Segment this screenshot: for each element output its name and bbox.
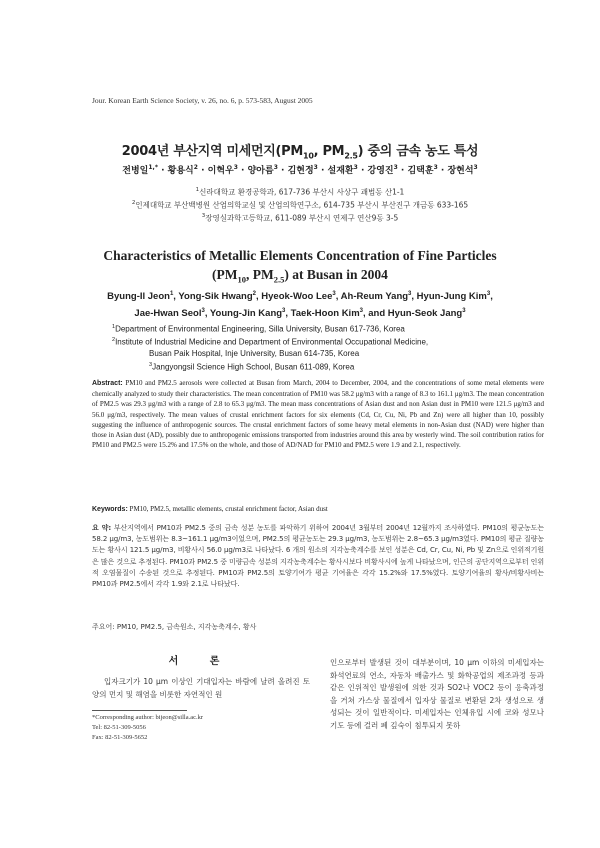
- english-authors: Byung-Il Jeon$^1$, Yong-Sik Hwang$^2$, Hyeok-Woo Lee$^3$, Ah-Reum Yang$^3$, Hyun-Jung Kim$^3$, Jae-Hwan Seol$^3$, Young-Jin Kang$^3$, Taek-Hoon Kim$^3$, and Hyun-Seok Jang$^3$: [107, 291, 493, 320]
- footnote-tel: Tel: 82-51-309-5056: [92, 724, 146, 731]
- english-affiliation-1: $^1$Department of Environmental Engineering, Silla University, Busan 617-736, Korea: [112, 324, 405, 334]
- korean-affiliation-3: $^3$장영실과학고등학교, 611-089 부산시 연제구 연산9동 3-5: [201, 213, 399, 223]
- english-affiliation-3: $^3$Jangyongsil Science High School, Busan 611-089, Korea: [149, 361, 355, 372]
- english-affiliation-2: $^2$Institute of Industrial Medicine and Department of Environmental Occupational Medicine,: [112, 337, 429, 347]
- body-left-column: 입자크기가 10 μm 이상인 기대입자는 바람에 날려 올려진 토양의 먼지 및 해염을 비롯한 자연적인 원: [92, 677, 310, 699]
- body-right-column: 인으로부터 발생된 것이 대부분이며, 10 μm 이하의 미세입자는 화석연료의 연소, 자동차 배출가스 및 화학공업의 제조과정 등과 같은 인위적인 발생원에 의한 것과 SO2나 VOC2 등이 응축과정을 거쳐 가스상 물질에서 입자상 물질로 변환된 2차 생성으로 생성되는 것이 일반적이다. 미세입자는 인체유입 시에 코와 성모나 기도 등에 걸러 폐 깊숙이 침투되지 못하: [330, 658, 544, 730]
- korean-affiliation-1: $^1$신라대학교 환경공학과, 617-736 부산시 사상구 괘법동 산1-1: [195, 187, 405, 197]
- journal-citation: Jour. Korean Earth Science Society, v. 26, no. 6, p. 573-583, August 2005: [92, 96, 313, 105]
- footnote: [92, 713, 310, 743]
- section-title-introduction: 서 론: [168, 656, 234, 667]
- korean-affiliation-2: $^2$인제대학교 부산백병원 산업의학교실 및 산업의학연구소, 614-735 부산시 부산진구 개금동 633-165: [131, 200, 469, 210]
- english-affiliation-2-cont: Busan Paik Hospital, Inje University, Busan 614-735, Korea: [149, 349, 360, 359]
- korean-title: 2004년 부산지역 미세먼지($PM_{10}$, $PM_{2.5}$) 중의 금속 농도 특성: [121, 144, 479, 161]
- keywords: Keywords: PM10, PM2.5, metallic elements, crustal enrichment factor, Asian dust: [92, 505, 328, 513]
- english-title: Characteristics of Metallic Elements Concentration of Fine Particles ($PM_{10}$, $PM_{2.5}$) at Busan in 2004: [103, 248, 497, 285]
- english-affiliations: [92, 322, 532, 373]
- footnote-divider: [92, 710, 187, 711]
- footnote-fax: Fax: 82-51-309-5652: [92, 734, 148, 741]
- abstract: Abstract: PM10 and PM2.5 aerosols were collected at Busan from March, 2004 to December, 2004, and the concentrations of some metal elements were chemically analyzed to study their characteristics. The mean concentration of PM10 was 58.2 μg/m3 with a range of 8.3 to 161.1 μg/m3. The mean concentration of PM2.5 was 29.3 μg/m3 with a range of 2.8 to 65.3 μg/m3. The mean mass concentrations of Asian dust and non Asian dust in PM10 were 121.5 μg/m3 and 56.0 μg/m3, respectively. The mean values of crustal enrichment factors for six elements (Cd, Cr, Cu, Ni, Pb and Zn) were all higher than 10, possibly suggesting the influence of anthropogenic sources. The crustal enrichment factors of some heavy metal elements in non-Asian dust (NAD) were higher than those in Asian dust (AD), possibly due to anthropogenic emissions transported from industries around this area by westerly wind. The soil contribution ratios for PM10 and PM2.5 were 15.2% and 17.5% on the whole, and those of AD/NAD for PM10 and PM2.5 were 1.9 and 2.1, respectively.: [92, 379, 544, 450]
- korean-authors: 전병일$^{1,*}$ · 황용식$^2$ · 이혁우$^3$ · 양아름$^3$ · 김현정$^3$ · 설재환$^3$ · 강영진$^3$ · 김택훈$^3$ · 장현석$^3$: [122, 164, 478, 176]
- korean-keywords: 주요어: PM10, PM2.5, 금속원소, 지각농축계수, 황사: [92, 623, 257, 631]
- korean-abstract: 요 약: 부산지역에서 PM10과 PM2.5 중의 금속 성분 농도를 파악하기 위하여 2004년 3월부터 2004년 12월까지 조사하였다. PM10의 평균농도는 58.2 μg/m3, 농도범위는 8.3~161.1 μg/m3이었으며, PM2.5의 평균농도는 29.3 μg/m3, 농도범위는 2.8~65.3 μg/m3였다. PM10의 평균 질량농도는 황사시 121.5 μg/m3, 비황사시 56.0 μg/m3로 나타났다. 6 개의 원소의 지각농축계수를 보인 성분은 Cd, Cr, Cu, Ni, Pb 및 Zn으로 인위적기원은 많은 것으로 추정된다. PM10과 PM2.5 중 미량금속 성분의 지각농축계수는 황사시보다 비황사시에 높게 나타났으며, 인근의 공단지역으로부터 인위적 오염물질이 수송된 것으로 추정된다. PM10과 PM2.5의 토양기여가 평균 기여율은 각각 15.2%와 17.5%였다. 토양기여율의 황사/비황사비는 PM10과 PM2.5에서 각각 1.9와 2.1로 나타났다.: [92, 524, 544, 589]
- footnote-email: *Corresponding author: bijeon@silla.ac.kr: [92, 714, 204, 721]
